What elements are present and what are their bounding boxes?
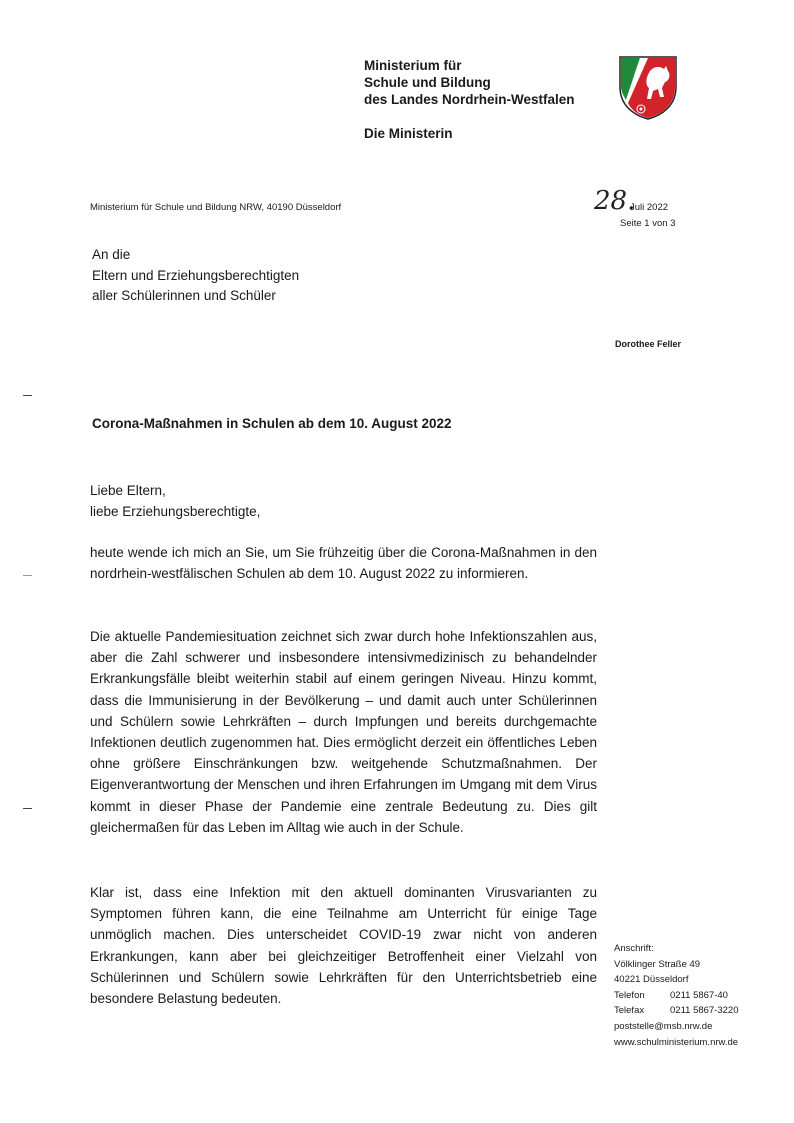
salutation (90, 481, 260, 522)
address-street: Völklinger Straße 49 (614, 958, 701, 970)
ministry-line: des Landes Nordrhein-Westfalen (364, 92, 575, 107)
body-paragraph: Klar ist, dass eine Infektion mit den aktuell dominanten Virusvarianten zu Symptomen führen kann, die eine Teilnahme am Unterricht für einige Tage unmöglich machen. Dies unterscheidet COVID-19 zwar nicht von anderen Erkrankungen, kann aber bei gleichzeitiger Betroffenheit einer Vielzahl von Schülerinnen und Schülern sowie Lehrkräften für den Unterrichtsbetrieb eine besondere Belastung bedeuten. (90, 885, 597, 1007)
website-link[interactable]: www.schulministerium.nrw.de (614, 1036, 739, 1048)
date-month-year: Juli 2022 (630, 202, 669, 213)
ministerin-title: Die Ministerin (364, 126, 453, 141)
sender-line: Ministerium für Schule und Bildung NRW, 40190 Düsseldorf (90, 202, 342, 213)
recipient-block (92, 245, 299, 307)
recipient-line: Eltern und Erziehungsberechtigten (92, 267, 300, 283)
ministry-line: Schule und Bildung (364, 75, 491, 90)
address-city: 40221 Düsseldorf (614, 974, 689, 986)
nrw-coat-of-arms-icon (618, 55, 678, 121)
recipient-line: aller Schülerinnen und Schüler (92, 288, 276, 303)
body-paragraph: Die aktuelle Pandemiesituation zeichnet sich zwar durch hohe Infektionszahlen aus, aber die Zahl schwerer und insbesondere intensivmedizinisch zu behandelnder Erkrankungsfälle bleibt weiterhin stabil auf einem geringen Niveau. Hinzu kommt, dass die Immunisierung in der Bevölkerung – und damit auch unter Schülerinnen und Schülern sowie Lehrkräften – durch Impfungen und bereits durchgemachte Infektionen deutlich zugenommen hat. Dies ermöglicht derzeit ein öffentliches Leben ohne größere Einschränkungen bzw. weitgehende Schutzmaßnahmen. Der Eigenverantwortung der Menschen und ihren Erfahrungen im Umgang mit dem Virus kommt in dieser Phase der Pandemie eine zentrale Bedeutung zu. Dies gilt gleichermaßen für das Leben im Alltag wie auch in der Schule. (90, 629, 597, 835)
ministry-name (364, 57, 575, 108)
body-paragraph: heute wende ich mich an Sie, um Sie frühzeitig über die Corona-Maßnahmen in den nordrhein-westfälischen Schulen ab dem 10. August 2022 zu informieren. (90, 545, 597, 582)
page-number: Seite 1 von 3 (620, 218, 676, 229)
phone-label: Telefon (614, 989, 645, 1001)
fax-label: Telefax (614, 1005, 645, 1017)
address-label: Anschrift: (614, 943, 654, 954)
date-day-handwritten: 28. (594, 186, 636, 216)
salutation-line: Liebe Eltern, (90, 483, 166, 498)
ministry-line: Ministerium für (364, 58, 462, 73)
address-block (614, 941, 739, 1050)
fold-mark (23, 575, 32, 576)
phone-number: 0211 5867-40 (670, 989, 728, 1001)
phone-row (614, 988, 739, 1004)
fold-mark (23, 808, 32, 809)
fax-row (614, 1003, 739, 1019)
salutation-line: liebe Erziehungsberechtigte, (90, 503, 261, 519)
fax-number: 0211 5867-3220 (670, 1005, 739, 1017)
fold-mark (23, 395, 32, 396)
signer-name: Dorothee Feller (615, 339, 682, 349)
letter-subject: Corona-Maßnahmen in Schulen ab dem 10. August 2022 (92, 416, 452, 431)
email-address[interactable]: poststelle@msb.nrw.de (614, 1020, 713, 1032)
recipient-line: An die (92, 247, 131, 262)
